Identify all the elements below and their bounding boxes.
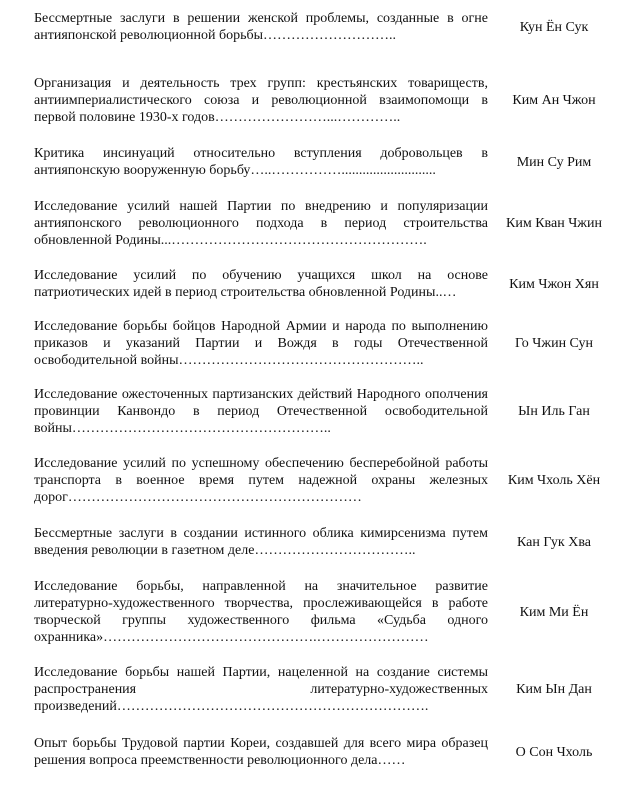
entry-author: Го Чжин Сун [514, 336, 594, 351]
toc-entry [34, 10, 614, 44]
entry-title: Исследование усилий нашей Партии по внедрению и популяризации антияпонского революционного подхода в период строительства обновленной Родины...………………………………………………. [34, 199, 488, 248]
entry-title: Опыт борьбы Трудовой партии Кореи, создавшей для всего мира образец решения вопроса преемственности революционного дела…… [34, 736, 488, 768]
entry-title: Исследование борьбы нашей Партии, нацеленной на создание системы распространения литературно-художественных произведений…………………………………………………………. [34, 665, 488, 714]
toc-entry [34, 145, 614, 179]
entry-title: Организация и деятельность трех групп: крестьянских товариществ, антиимпериалистического союза и революционной взаимопомощи в первой половине 1930-х годов……………………...………….. [34, 76, 488, 125]
toc-entry [34, 735, 614, 769]
toc-entry [34, 578, 614, 646]
entry-title: Исследование ожесточенных партизанских действий Народного ополчения провинции Канвондо в период Отечественной освободительной войны……………………………………………….. [34, 387, 488, 436]
entry-author: Ким Чжон Хян [509, 276, 599, 292]
entry-title: Исследование усилий по успешному обеспечению бесперебойной работы транспорта в военное время путем надежной охраны железных дорог……………………………………………………… [34, 456, 488, 505]
entry-title: Бессмертные заслуги в создании истинного облика кимирсенизма путем введения революции в газетном деле…………………………….. [34, 526, 488, 558]
entry-author: Ким Ми Ён [519, 604, 589, 620]
entry-author: О Сон Чхоль [515, 744, 593, 760]
entry-author: Ким Ан Чжон [512, 93, 596, 108]
entry-author: Ким Ын Дан [516, 682, 592, 697]
toc-entry [34, 198, 614, 249]
entry-author: Мин Су Рим [516, 154, 592, 170]
entry-title: Исследование борьбы бойцов Народной Армии и народа по выполнению приказов и указаний Партии и Вождя в годы Отечественной освободительной войны…………………………………………….. [34, 319, 488, 368]
toc-entry [34, 75, 614, 126]
toc-entry [34, 455, 614, 506]
entry-author: Кун Ён Сук [519, 19, 589, 35]
toc-entry [34, 664, 614, 715]
entry-author: Кан Гук Хва [517, 534, 591, 550]
toc-entry [34, 386, 614, 437]
toc-entry [34, 525, 614, 559]
entry-title: Исследование борьбы, направленной на значительное развитие литературно-художественного творчества, прослеживающейся в работе творческой группы художественного фильма «Судьба одного охранника»……………………………………….…………………… [34, 579, 488, 645]
entry-title: Бессмертные заслуги в решении женской проблемы, созданные в огне антияпонской революционной борьбы……………………….. [34, 11, 488, 43]
toc-entry [34, 267, 614, 301]
entry-title: Исследование усилий по обучению учащихся школ на основе патриотических идей в период строительства обновленной Родины..… [34, 268, 488, 300]
entry-author: Ким Кван Чжин [506, 216, 602, 231]
entry-author: Ким Чхоль Хён [507, 473, 601, 488]
entry-title: Критика инсинуаций относительно вступления добровольцев в антияпонскую вооруженную борьбу…..……………........................... [34, 146, 488, 178]
entry-author: Ын Иль Ган [518, 404, 590, 419]
toc-entry [34, 318, 614, 369]
